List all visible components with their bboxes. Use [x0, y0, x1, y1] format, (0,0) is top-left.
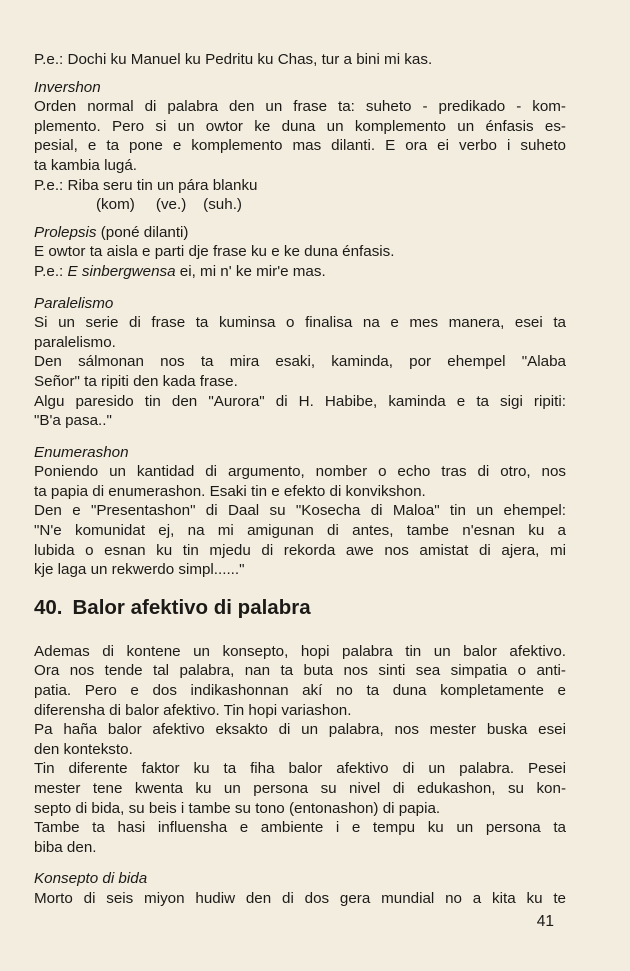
example-label: P.e.:: [34, 176, 64, 194]
example-line: P.e.: Dochi ku Manuel ku Pedritu ku Chas, tur a bini mi kas.: [34, 51, 433, 68]
text-line: den konteksto.: [34, 740, 133, 758]
text-line: Tambe ta hasi influensha e ambiente i e tempu ku un persona ta: [34, 819, 566, 837]
heading-enumerashon: Enumerashon: [34, 443, 129, 461]
text-line: patia. Pero e dos indikashonnan akí no ta duna kompletamente e: [34, 682, 566, 700]
text-line: Poniendo un kantidad di argumento, nomber o echo tras di otro, nos: [34, 463, 566, 481]
example-gloss: (kom) (ve.) (suh.): [96, 196, 242, 214]
heading-konsepto: Konsepto di bida: [34, 870, 148, 888]
heading-paralelismo: Paralelismo: [34, 294, 114, 312]
text-line: Orden normal di palabra den un frase ta: suheto - predikado - kom-: [34, 98, 566, 116]
text-line: biba den.: [34, 838, 97, 856]
text-line: paralelismo.: [34, 333, 116, 351]
example-line: [34, 176, 566, 196]
section-heading: [34, 596, 566, 620]
text-line: pesial, e ta pone e komplemento mas dilanti. E ora ei verbo i suheto: [34, 137, 566, 155]
heading-invershon: Invershon: [34, 78, 101, 96]
text-line: lubida o esnan ku tin mjedu di rekorda awe nos amistat di ajera, mi: [34, 541, 566, 559]
text-line: Algu paresido tin den "Aurora" di H. Habibe, kaminda e ta sigi ripiti:: [34, 392, 566, 410]
text-line: septo di bida, su beis i tambe su tono (entonashon) di papia.: [34, 799, 441, 817]
example-label: P.e.:: [34, 262, 68, 280]
text-line: Morto di seis miyon hudiw den di dos gera mundial no a kita ku te: [34, 889, 566, 907]
section-title: Balor afektivo di palabra: [72, 595, 311, 619]
text-line: "B'a pasa..": [34, 412, 112, 430]
text-line: "N'e komunidat ej, na mi amigunan di antes, tambe n'esnan ku a: [34, 522, 566, 540]
text-line: Tin diferente faktor ku ta fiha balor afektivo di un palabra. Pesei: [34, 760, 566, 778]
text-line: Den sálmonan nos ta mira esaki, kaminda, por ehempel "Alaba: [34, 353, 566, 371]
text-line: kje laga un rekwerdo simpl......": [34, 561, 245, 579]
example-text: Riba seru tin un pára blanku: [67, 176, 258, 194]
text-line: Den e "Presentashon" di Daal su "Kosecha di Maloa" tin un ehempel:: [34, 502, 566, 520]
text-line: ta papia di enumerashon. Esaki tin e efekto di konvikshon.: [34, 482, 426, 500]
text-line: Pa haña balor afektivo eksakto di un palabra, nos mester buska esei: [34, 721, 566, 739]
text-line: E owtor ta aisla e parti dje frase ku e ke duna énfasis.: [34, 243, 395, 261]
heading-prolepsis: Prolepsis: [34, 223, 97, 241]
text-line: ta kambia lugá.: [34, 156, 137, 174]
page-number: 41: [536, 913, 554, 930]
text-line: Ademas di kontene un konsepto, hopi palabra tin un balor afektivo.: [34, 642, 566, 660]
heading-suffix: (poné dilanti): [96, 223, 189, 241]
example-rest: ei, mi n' ke mir'e mas.: [175, 262, 326, 280]
text-line: mester tene kwenta ku un persona su nivel di edukashon, su kon-: [34, 780, 566, 797]
example-italic: E sinbergwensa: [67, 262, 176, 280]
text-line: Señor" ta ripiti den kada frase.: [34, 372, 238, 390]
text-line: Si un serie di frase ta kuminsa o finalisa na e mes manera, esei ta: [34, 314, 566, 332]
text-line: diferensha di balor afektivo. Tin hopi variashon.: [34, 701, 352, 719]
section-number: 40.: [34, 595, 63, 619]
text-line: plemento. Pero si un owtor ke duna un komplemento un énfasis es-: [34, 117, 566, 135]
heading-prolepsis-row: [34, 223, 566, 243]
example-line: [34, 262, 566, 282]
text-line: Ora nos tende tal palabra, nan ta buta nos sinti sea simpatia o anti-: [34, 662, 566, 680]
